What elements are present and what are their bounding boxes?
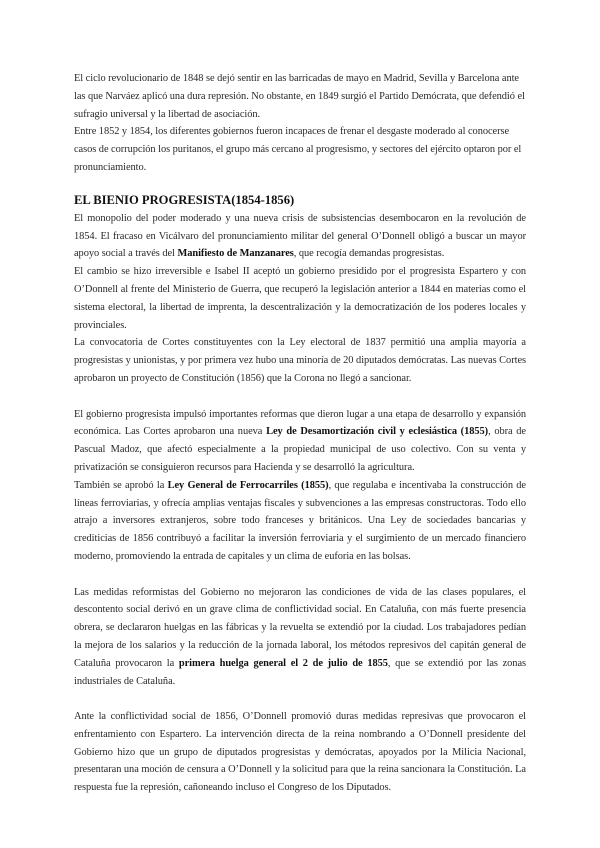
bold-term-desamortizacion: Ley de Desamortización civil y eclesiástica (1855) xyxy=(266,426,489,438)
paragraph-revolution-1854 xyxy=(74,210,526,263)
paragraph-gap xyxy=(74,388,526,406)
paragraph-represion-1856: Ante la conflictividad social de 1856, O’Donnell promovió duras medidas represivas que provocaron el enfrentamiento con Espartero. La intervención directa de la reina nombrando a O’Donnell presidente del Gobierno hizo que un grupo de diputados progresistas y demócratas, apoyados por la Milicia Nacional, presentaran una moción de censura a O’Donnell y la solicitud para que la reina sancionara la Constitución. La respuesta fue la represión, cañoneando incluso el Congreso de los Diputados. xyxy=(74,711,526,794)
text-run: , que recogía demandas progresistas. xyxy=(293,248,445,260)
text-run: , que se extendió por las zonas industriales de Cataluña. xyxy=(74,657,526,687)
paragraph-gap xyxy=(74,566,526,584)
intro-paragraph-1: El ciclo revolucionario de 1848 se dejó sentir en las barricadas de mayo en Madrid, Sevilla y Barcelona ante las que Narváez aplicó una dura represión. No obstante, en 1849 surgió el Partido Demócrata, que defendió el sufragio universal y la libertad de asociación. xyxy=(74,73,525,120)
section-heading: EL BIENIO PROGRESISTA(1854-1856) xyxy=(74,192,295,207)
text-run: , que regulaba e incentivaba la construcción de líneas ferroviarias, y ofrecía amplias ventajas fiscales y subvenciones a las empresas constructoras. Todo ello atrajo a inversores extranjeros, sobre todo franceses y británicos. Una Ley de sociedades bancarias y crediticias de 1856 contribuyó a facilitar la inversión ferroviaria y el surgimiento de un mercado financiero moderno, promoviendo la entrada de capitales y un clima de euforia en las bolsas. xyxy=(74,479,526,562)
text-run: El gobierno progresista impulsó importantes reformas que dieron lugar a una etapa de desarrollo y expansión económica. Las Cortes aprobaron una nueva xyxy=(74,408,526,438)
text-run: También se aprobó la xyxy=(74,479,168,491)
text-run: , obra de Pascual Madoz, que afectó especialmente a la propiedad municipal de uso colectivo. Con su venta y privatización se consiguieron recursos para Hacienda y se desarrolló la agricultura. xyxy=(74,426,526,473)
paragraph-conflictividad-social xyxy=(74,584,526,691)
paragraph-gap xyxy=(74,690,526,708)
intro-paragraph-2: Entre 1852 y 1854, los diferentes gobiernos fueron incapaces de frenar el desgaste moderado al conocerse casos de corrupción los puritanos, el grupo más cercano al progresismo, y sectores del ejército optaron por el pronunciamiento. xyxy=(74,126,522,173)
paragraph-desamortizacion xyxy=(74,406,526,477)
paragraph-ferrocarriles xyxy=(74,477,526,566)
document-page xyxy=(74,70,526,797)
bold-term-huelga-general: primera huelga general el 2 de julio de 1855 xyxy=(178,657,388,669)
paragraph-cortes-constituyentes: La convocatoria de Cortes constituyentes con la Ley electoral de 1837 permitió una amplia mayoría a progresistas y unionistas, y por primera vez hubo una minoría de 20 diputados demócratas. Las nuevas Cortes aprobaron un proyecto de Constitución (1856) que la Corona no llegó a sancionar. xyxy=(74,337,526,384)
bold-term-manifiesto: Manifiesto de Manzanares xyxy=(177,248,294,260)
bold-term-ferrocarriles: Ley General de Ferrocarriles (1855) xyxy=(167,479,329,491)
text-run: El monopolio del poder moderado y una nueva crisis de subsistencias desembocaron en la revolución de 1854. El fracaso en Vicálvaro del pronunciamiento militar del general O’Donnell obligó a buscar un mayor apoyo social a través del xyxy=(74,212,526,260)
text-run: Las medidas reformistas del Gobierno no mejoraron las condiciones de vida de las clases populares, el descontento social derivó en un grave clima de conflictividad social. En Cataluña, con más fuerte presencia obrera, se declararon huelgas en las fábricas y la revuelta se extendió por la ciudad. Los trabajadores pedían la mejora de los salarios y la reducción de la jornada laboral, los métodos represivos del capitán general de Cataluña provocaron la xyxy=(74,586,526,669)
paragraph-espartero-government: El cambio se hizo irreversible e Isabel II aceptó un gobierno presidido por el progresista Espartero y con O’Donnell al frente del Ministerio de Guerra, que recuperó la legislación anterior a 1844 en materias como el sistema electoral, la libertad de imprenta, la descentralización y la democratización de los poderes locales y provinciales. xyxy=(74,266,526,331)
